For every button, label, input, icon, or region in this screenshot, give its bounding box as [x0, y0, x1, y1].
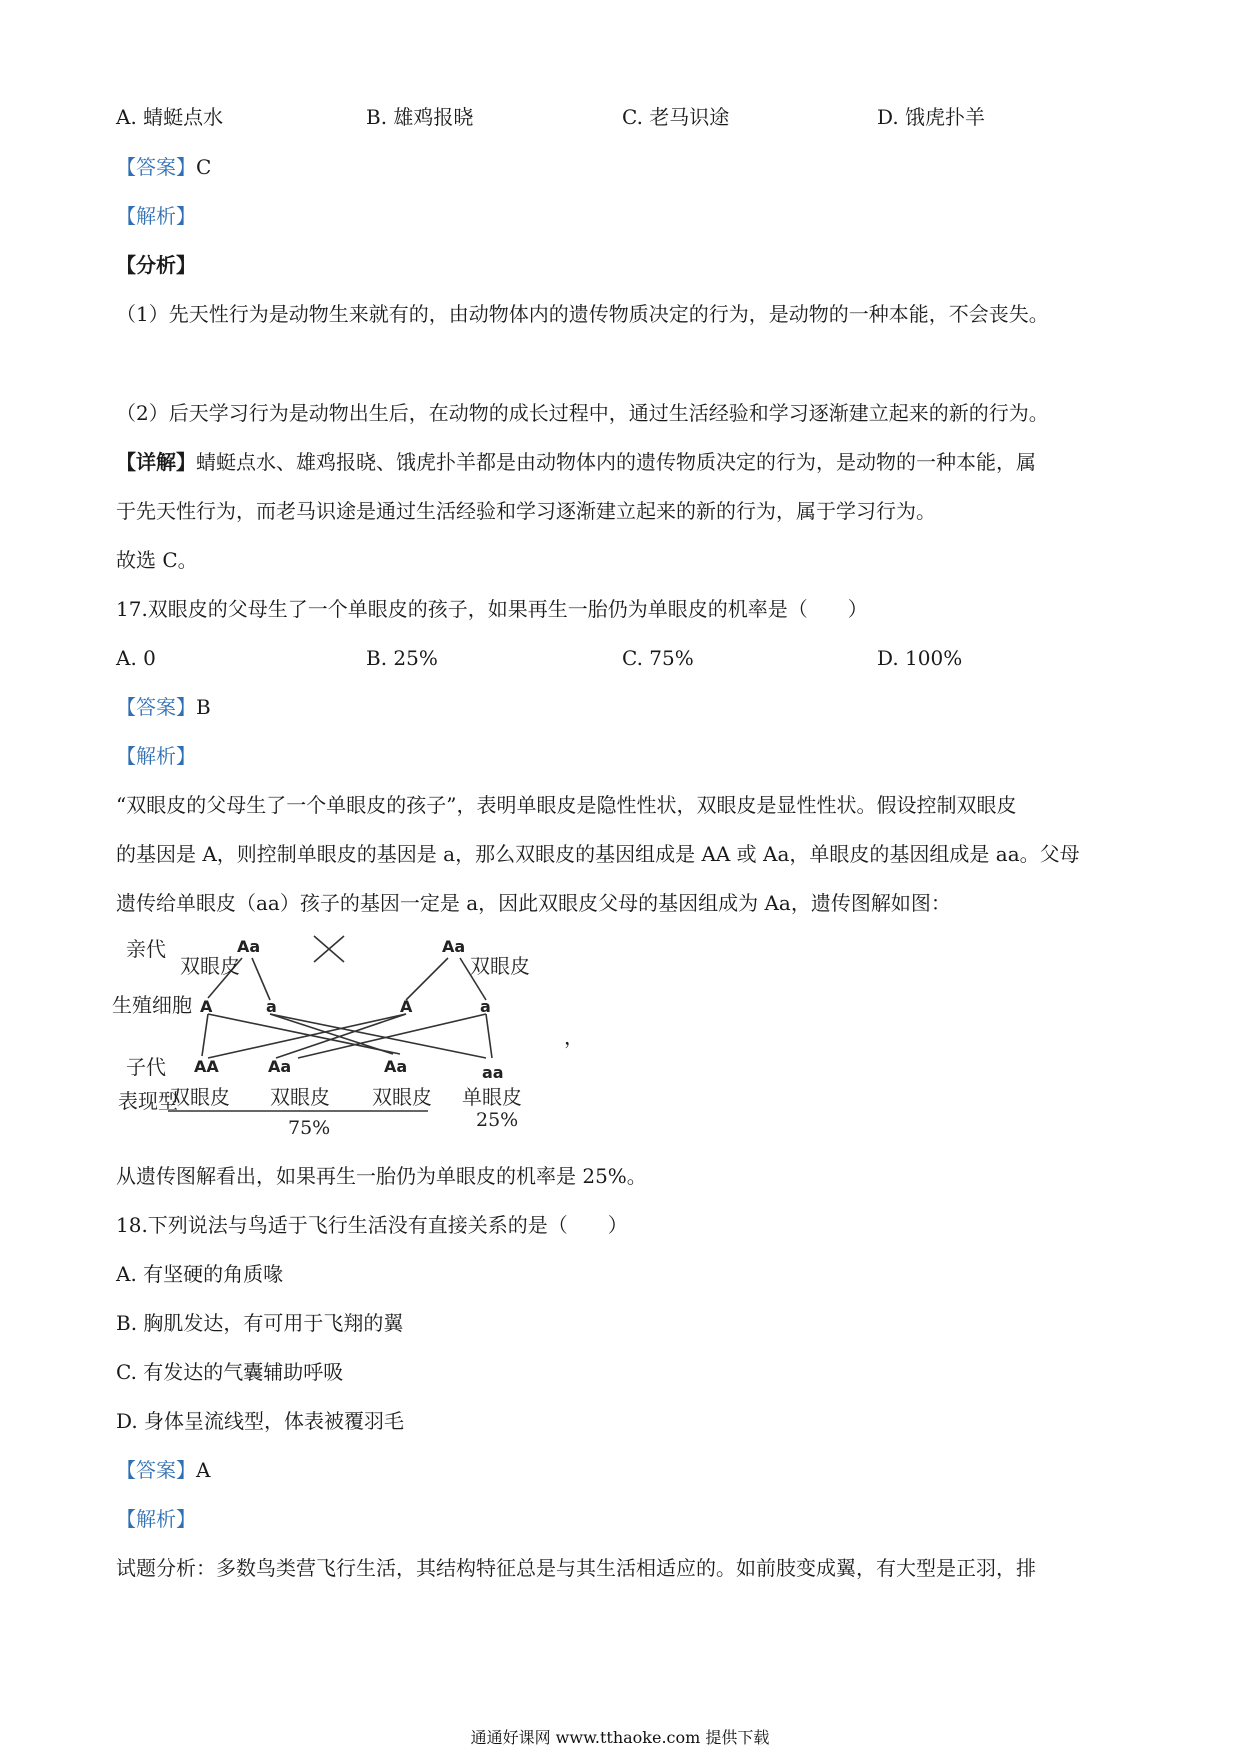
- q17-analysis-tag: 【解析】: [116, 744, 196, 768]
- q16-paragraph-1: （1）先天性行为是动物生来就有的，由动物体内的遗传物质决定的行为，是动物的一种本能，不会丧失。: [116, 302, 1049, 326]
- offspring-1: AA: [194, 1057, 219, 1076]
- q18-explanation-1: 试题分析：多数鸟类营飞行生活，其结构特征总是与其生活相适应的。如前肢变成翼，有大型是正羽，排: [116, 1556, 1036, 1580]
- offspring-4: aa: [482, 1063, 504, 1082]
- q18-option-b: B. 胸肌发达，有可用于飞翔的翼: [116, 1311, 404, 1335]
- offspring-label: 子代: [126, 1055, 166, 1079]
- q16-fenxi-tag: 【分析】: [116, 253, 196, 277]
- q16-option-b: B. 雄鸡报晓: [366, 105, 474, 129]
- q17-explanation-3: 遗传给单眼皮（aa）孩子的基因一定是 a，因此双眼皮父母的基因组成为 Aa，遗传图解如图：: [116, 891, 951, 915]
- dominant-percentage: 75%: [288, 1117, 331, 1139]
- gamete-1: A: [200, 997, 213, 1016]
- answer-tag: 【答案】: [116, 695, 196, 719]
- q18-option-a: A. 有坚硬的角质喙: [116, 1262, 284, 1286]
- page-footer: 通通好课网 www.tthaoke.com 提供下载: [470, 1728, 770, 1747]
- q18-question: 18.下列说法与鸟适于飞行生活没有直接关系的是（ ）: [116, 1213, 628, 1237]
- q16-option-c: C. 老马识途: [622, 105, 730, 129]
- phenotype-label: 表现型: [118, 1089, 178, 1113]
- q17-option-b: B. 25%: [366, 646, 438, 670]
- q17-option-d: D. 100%: [877, 646, 963, 670]
- q16-answer: C: [196, 155, 212, 179]
- detail-tag: 【详解】: [116, 450, 196, 474]
- parent-label: 亲代: [126, 937, 166, 961]
- offspring-3: Aa: [384, 1057, 408, 1076]
- q16-paragraph-2: （2）后天学习行为是动物出生后，在动物的成长过程中，通过生活经验和学习逐渐建立起来的新的行为。: [116, 401, 1049, 425]
- q16-detail-line-2: 于先天性行为，而老马识途是通过生活经验和学习逐渐建立起来的新的行为，属于学习行为。: [116, 499, 936, 523]
- a-to-aa-2: [486, 1014, 492, 1058]
- q17-answer: B: [196, 695, 211, 719]
- phenotype-1: 双眼皮: [170, 1085, 230, 1109]
- q18-option-d: D. 身体呈流线型，体表被覆羽毛: [116, 1409, 405, 1433]
- A-to-AA-1: [202, 1014, 208, 1056]
- parent1-trait: 双眼皮: [180, 954, 240, 978]
- q18-answer: A: [196, 1458, 211, 1482]
- q16-analysis-tag: 【解析】: [116, 204, 196, 228]
- q16-answer-line: [116, 154, 211, 180]
- q17-explanation-1: “双眼皮的父母生了一个单眼皮的孩子”，表明单眼皮是隐性性状，双眼皮是显性性状。假设控制双眼皮: [116, 793, 1017, 817]
- q18-answer-line: [116, 1457, 210, 1483]
- q17-answer-line: [116, 694, 211, 720]
- phenotype-2: 双眼皮: [270, 1085, 330, 1109]
- parent2-genotype: Aa: [442, 937, 466, 956]
- answer-tag: 【答案】: [116, 155, 196, 179]
- a-to-Aa-mid: [298, 1014, 486, 1058]
- answer-tag: 【答案】: [116, 1458, 196, 1482]
- gamete-4: a: [480, 997, 491, 1016]
- parent2-trait: 双眼皮: [470, 954, 530, 978]
- q17-option-c: C. 75%: [622, 646, 694, 670]
- phenotype-4: 单眼皮: [462, 1085, 522, 1109]
- q17-explanation-2: 的基因是 A，则控制单眼皮的基因是 a，那么双眼皮的基因组成是 AA 或 Aa，单眼皮的基因组成是 aa。父母: [116, 842, 1080, 866]
- genetic-cross-diagram: [108, 928, 578, 1148]
- q16-detail-line-1: [116, 449, 1036, 475]
- parent2-to-gamete-A: [406, 958, 448, 1000]
- q16-option-d: D. 饿虎扑羊: [877, 105, 986, 129]
- q17-option-a: A. 0: [116, 646, 156, 670]
- q16-conclusion: 故选 C。: [116, 548, 198, 572]
- diagram-trailing-comma: ，: [564, 1025, 584, 1049]
- phenotype-3: 双眼皮: [372, 1085, 432, 1109]
- gamete-2: a: [266, 997, 277, 1016]
- parent1-genotype: Aa: [237, 937, 261, 956]
- a-to-Aa-right: [270, 1014, 393, 1054]
- q18-option-c: C. 有发达的气囊辅助呼吸: [116, 1360, 344, 1384]
- q17-conclusion: 从遗传图解看出，如果再生一胎仍为单眼皮的机率是 25%。: [116, 1164, 647, 1188]
- gamete-label: 生殖细胞: [112, 993, 192, 1017]
- q17-question: 17.双眼皮的父母生了一个单眼皮的孩子，如果再生一胎仍为单眼皮的机率是（ ）: [116, 597, 868, 621]
- q16-option-a: A. 蜻蜓点水: [116, 105, 224, 129]
- q16-detail-text-1: 蜻蜓点水、雄鸡报晓、饿虎扑羊都是由动物体内的遗传物质决定的行为，是动物的一种本能，属: [196, 450, 1036, 474]
- parent1-to-gamete-a: [252, 958, 270, 1000]
- offspring-2: Aa: [268, 1057, 292, 1076]
- gamete-3: A: [400, 997, 413, 1016]
- recessive-percentage: 25%: [476, 1109, 519, 1131]
- q18-analysis-tag: 【解析】: [116, 1507, 196, 1531]
